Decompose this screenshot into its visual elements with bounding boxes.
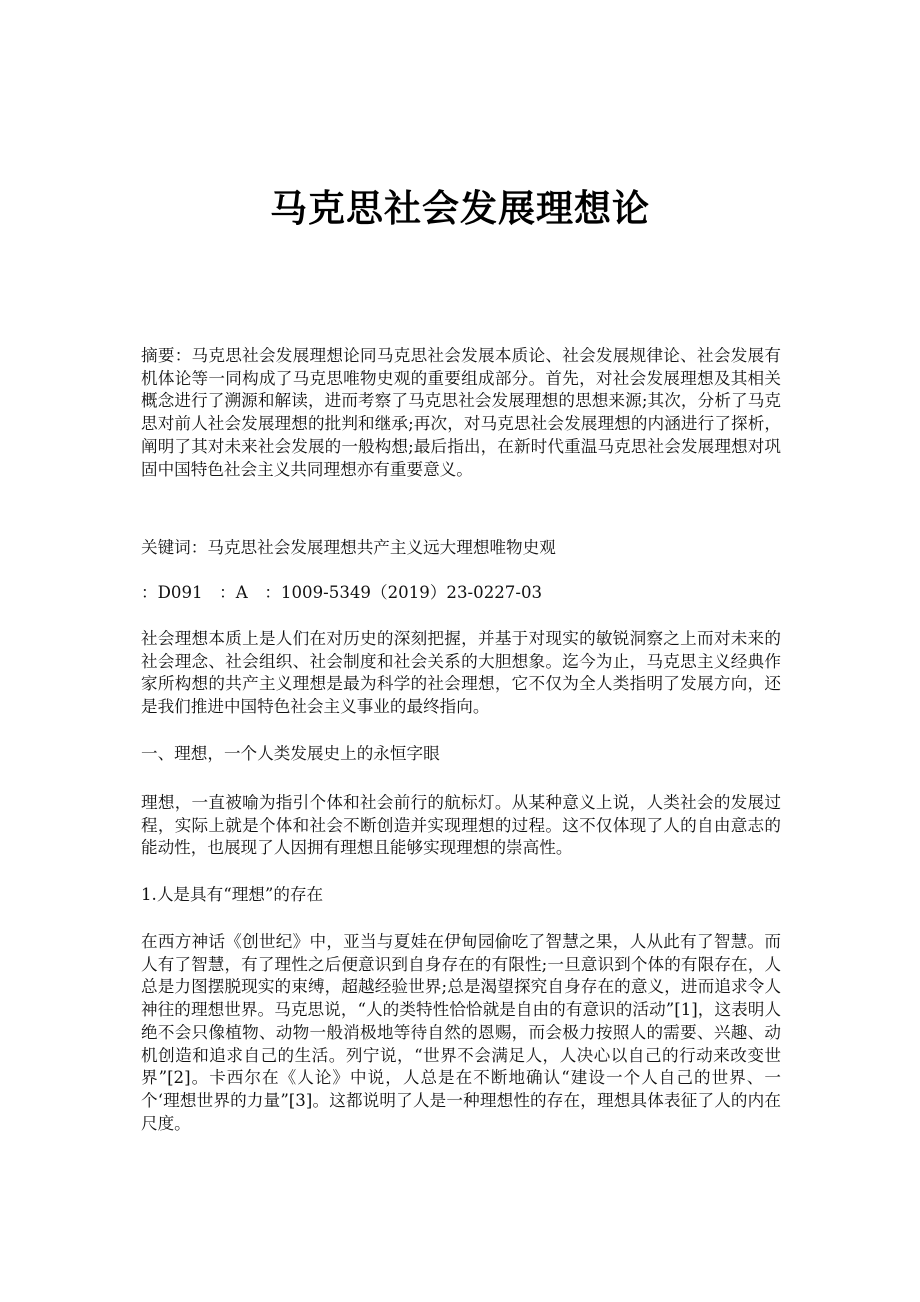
subsection-paragraph: 在西方神话《创世纪》中，亚当与夏娃在伊甸园偷吃了智慧之果，人从此有了智慧。而人有了智慧，有了理性之后便意识到自身存在的有限性;一旦意识到个体的有限存在，人总是力图摆脱现实的束缚，超越经验世界;总是渴望探究自身存在的意义，进而追求令人神往的理想世界。马克思说，“人的类特性恰恰就是自由的有意识的活动”[1]，这表明人绝不会只像植物、动物一般消极地等待自然的恩赐，而会极力按照人的需要、兴趣、动机创造和追求自己的生活。列宁说，“世界不会满足人，人决心以自己的行动来改变世界”[2]。卡西尔在《人论》中说，人总是在不断地确认“建设一个人自己的世界、一个‘理想世界的力量”[3]。这都说明了人是一种理想性的存在，理想具体表征了人的内在尺度。 [141,932,781,1133]
document-title: 马克思社会发展理想论 [270,186,650,230]
intro-paragraph: 社会理想本质上是人们在对历史的深刻把握，并基于对现实的敏锐洞察之上而对未来的社会理念、社会组织、社会制度和社会关系的大胆想象。迄今为止，马克思主义经典作家所构想的共产主义理想是最为科学的社会理想，它不仅为全人类指明了发展方向，还是我们推进中国特色社会主义事业的最终指向。 [141,629,781,717]
section-paragraph: 理想，一直被喻为指引个体和社会前行的航标灯。从某种意义上说，人类社会的发展过程，实际上就是个体和社会不断创造并实现理想的过程。这不仅体现了人的自由意志的能动性，也展现了人因拥有理想且能够实现理想的崇高性。 [141,793,781,858]
abstract-paragraph: 摘要：马克思社会发展理想论同马克思社会发展本质论、社会发展规律论、社会发展有机体论等一同构成了马克思唯物史观的重要组成部分。首先，对社会发展理想及其相关概念进行了溯源和解读，进而考察了马克思社会发展理想的思想来源;其次，分析了马克思对前人社会发展理想的批判和继承;再次，对马克思社会发展理想的内涵进行了探析，阐明了其对未来社会发展的一般构想;最后指出，在新时代重温马克思社会发展理想对巩固中国特色社会主义共同理想亦有重要意义。 [141,346,781,479]
section-heading: 一、理想，一个人类发展史上的永恒字眼 [141,744,440,763]
classification-line: ：D091 ：A ：1009-5349（2019）23-0227-03 [141,583,543,602]
keywords-line: 关键词：马克思社会发展理想共产主义远大理想唯物史观 [141,538,556,557]
subsection-heading: 1.人是具有“理想”的存在 [141,885,324,904]
